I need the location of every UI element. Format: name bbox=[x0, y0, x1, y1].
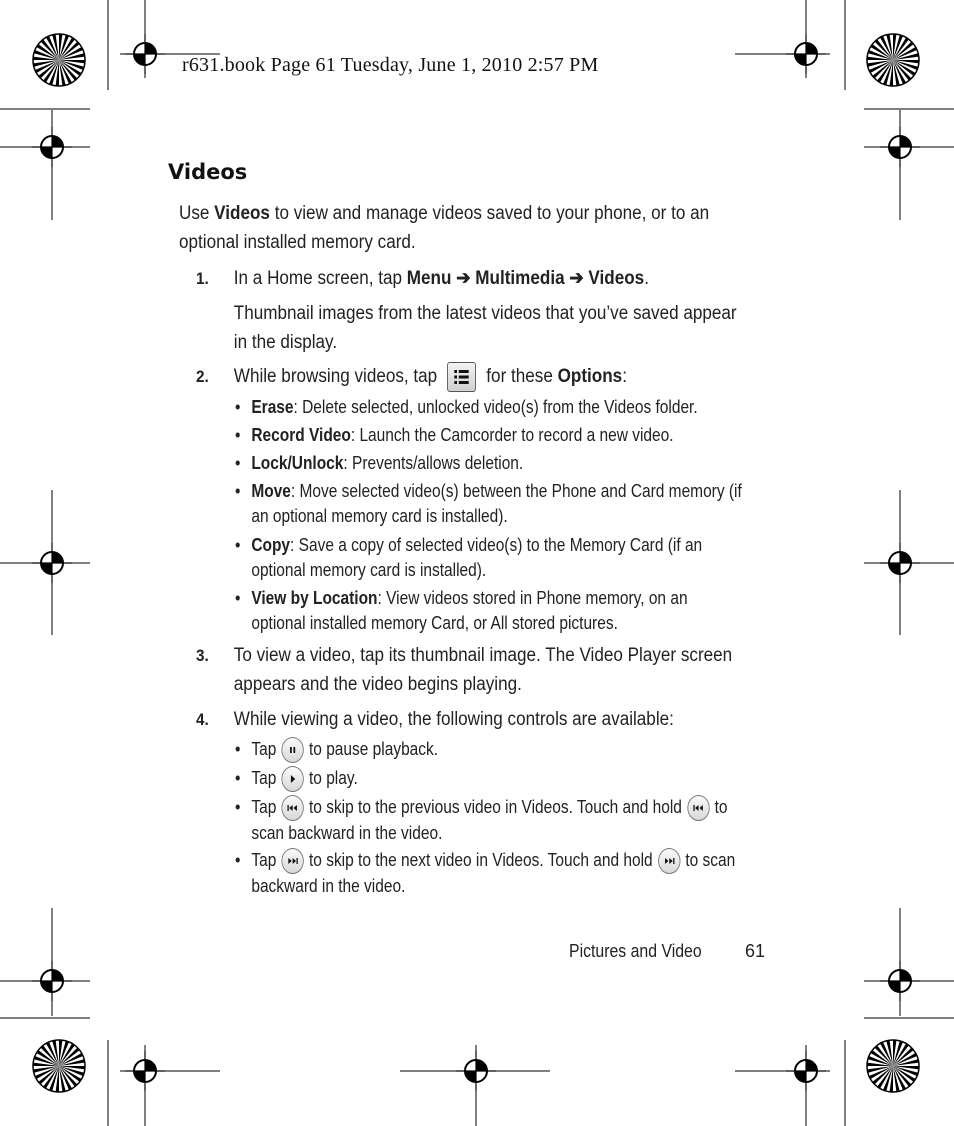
step-number: 1. bbox=[196, 269, 209, 288]
pause-icon bbox=[281, 737, 303, 763]
page-number: 61 bbox=[745, 941, 766, 961]
skip-next-icon bbox=[281, 848, 303, 874]
bullet-skip-previous: • Tap to skip to the previous video in Videos. Touch and hold to scan backward in the video. bbox=[235, 797, 728, 844]
bullet-skip-next: • Tap to skip to the next video in Videos. Touch and hold to scan backward in the video. bbox=[235, 850, 736, 897]
step-3: 3. To view a video, tap its thumbnail image. The Video Player screen appears and the video begins playing. bbox=[196, 641, 772, 699]
bullet-lock-unlock: • Lock/Unlock: Prevents/allows deletion. bbox=[235, 453, 524, 473]
step-number: 3. bbox=[196, 646, 209, 665]
bullet-erase: • Erase: Delete selected, unlocked video(s) from the Videos folder. bbox=[235, 397, 698, 417]
step-2: 2. While browsing videos, tap for these Options: bbox=[196, 362, 772, 392]
play-icon bbox=[281, 766, 303, 792]
bullet-copy: • Copy: Save a copy of selected video(s) to the Memory Card (if an optional memory card is installed). bbox=[235, 535, 703, 580]
bullet-record-video: • Record Video: Launch the Camcorder to record a new video. bbox=[235, 425, 674, 445]
skip-previous-hold-icon bbox=[687, 795, 709, 821]
step-number: 2. bbox=[196, 367, 209, 386]
menu-list-icon bbox=[447, 362, 476, 392]
bullet-view-by-location: • View by Location: View videos stored in Phone memory, on an optional installed memory Card, or All stored pictures. bbox=[235, 588, 688, 633]
step-1: 1. In a Home screen, tap Menu ➔ Multimedia ➔ Videos. Thumbnail images from the latest videos that you’ve saved appear in the display. bbox=[196, 264, 772, 357]
print-slug: r631.book Page 61 Tuesday, June 1, 2010 2:57 PM bbox=[182, 54, 599, 76]
section-title: Videos bbox=[168, 160, 248, 184]
bullet-pause: • Tap to pause playback. bbox=[235, 737, 742, 763]
bullet-move: • Move: Move selected video(s) between the Phone and Card memory (if an optional memory card is installed). bbox=[235, 481, 742, 526]
skip-previous-icon bbox=[281, 795, 303, 821]
bullet-play: • Tap to play. bbox=[235, 766, 742, 792]
intro-paragraph: Use Videos to view and manage videos saved to your phone, or to an optional installed memory card. bbox=[179, 203, 710, 253]
footer-section: Pictures and Video bbox=[569, 941, 702, 961]
step-number: 4. bbox=[196, 710, 209, 729]
step-1-note: Thumbnail images from the latest videos that you’ve saved appear in the display. bbox=[233, 303, 737, 353]
skip-next-hold-icon bbox=[658, 848, 680, 874]
step-4: 4. While viewing a video, the following controls are available: bbox=[196, 705, 772, 734]
